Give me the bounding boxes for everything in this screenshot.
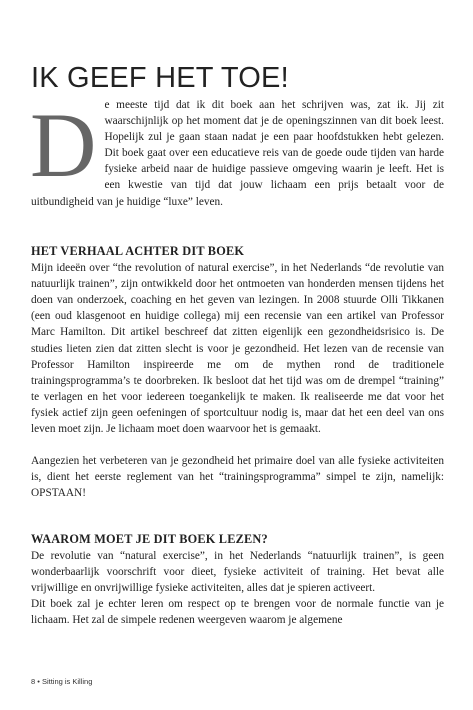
intro-text: e meeste tijd dat ik dit boek aan het schrijven was, zat ik. Jij zit waarschijnlijk op het moment dat je de openingszinnen van dit boek leest. Hopelijk zul je gaan staan nadat je een paar hoofdstukken hebt gelezen. Dit boek gaat over een educatieve reis van de goede oude tijden van harde fysieke arbeid naar de huidige passieve omgeving waarin je leeft. Het is een kwestie van tijd dat jouw lichaam een prijs betaalt voor de uitbundigheid van je huidige “luxe” leven.: [31, 99, 444, 208]
paragraph: Dit boek zal je echter leren om respect op te brengen voor de normale functie van je lichaam. Het zal de simpele redenen weergeven waarom je algemene: [31, 598, 444, 627]
paragraph: Aangezien het verbeteren van je gezondheid het primaire doel van alle fysieke activiteiten is, dient het eerste reglement van het “trainingsprogramma” simpel te zijn, namelijk: OPSTAAN!: [31, 455, 444, 500]
page-footer: 8 • Sitting is Killing: [31, 677, 93, 686]
section-story: [31, 243, 444, 501]
paragraph: Mijn ideeën over “the revolution of natural exercise”, in het Nederlands “de revolutie van natuurlijk trainen”, zijn ontwikkeld door het ontmoeten van honderden mensen tijdens het doen van onderzoek, coaching en het geven van lezingen. In 2008 stuurde Olli Tikkanen (een oud klasgenoot en huidige collega) mij een recensie van een artikel van Professor Marc Hamilton. Dit artikel beschreef dat zitten eigenlijk een gezondheidsrisico is. De studies lieten zien dat zitten slecht is voor je gezondheid. Het lezen van de recensie van Professor Hamilton inspireerde me om de mythen rond de traditionele trainingsprogramma’s te doorbreken. Ik besloot dat het tijd was om de drempel “training” te verlagen en het voor iedereen toegankelijk te maken. Ik realiseerde me dat voor het fysiek actief zijn geen oefeningen of sportcultuur nodig is, maar dat het een deel van ons leven moet zijn. Je lichaam moet doen waarvoor het is gemaakt.: [31, 262, 444, 436]
chapter-title: IK GEEF HET TOE!: [31, 62, 289, 94]
section-heading: WAAROM MOET JE DIT BOEK LEZEN?: [31, 532, 268, 546]
intro-paragraph: [30, 94, 444, 210]
paragraph: De revolutie van “natural exercise”, in het Nederlands “natuurlijk trainen”, is geen wonderbaarlijk voorschrift voor dieet, fysieke activiteit of training. Het bevat alle vrijwillige en onvrijwillige fysieke activiteiten, alles dat je spieren activeert.: [31, 550, 444, 595]
section-why-read: [31, 531, 444, 629]
section-heading: HET VERHAAL ACHTER DIT BOEK: [31, 244, 245, 258]
drop-cap: D: [30, 94, 97, 196]
